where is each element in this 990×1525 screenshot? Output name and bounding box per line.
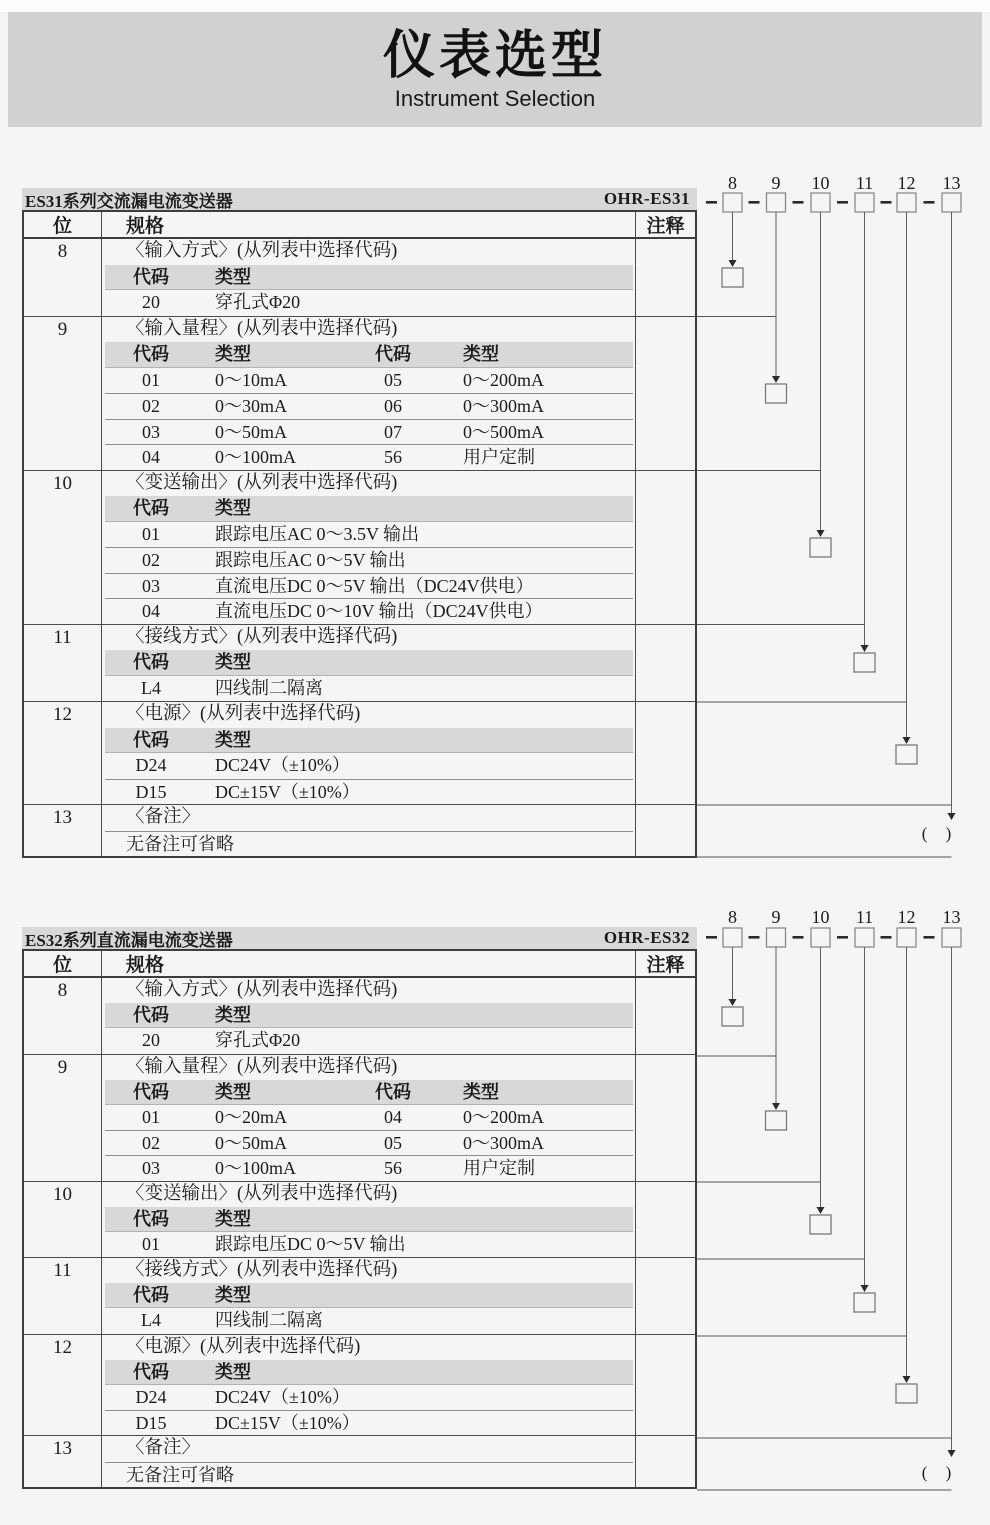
code-dash (706, 201, 717, 204)
entry-code: 03 (142, 1158, 160, 1179)
note-cell (635, 1335, 695, 1436)
code-entry (105, 1155, 633, 1180)
position-cell: 13 (24, 805, 102, 856)
code-dash (706, 936, 717, 939)
page-subtitle: Instrument Selection (394, 86, 596, 112)
code-digit-box (811, 193, 830, 212)
entry-type: 直流电压DC 0～5V 输出（DC24V供电） (215, 575, 534, 596)
spec-cell (102, 239, 635, 316)
code-label: 代码 (133, 652, 169, 672)
code-entry (105, 393, 633, 419)
position-cell: 11 (24, 1258, 102, 1334)
table-body (22, 210, 697, 858)
entry-type: 0～50mA (215, 421, 287, 442)
position-cell: 12 (24, 702, 102, 804)
code-label: 代码 (133, 1081, 169, 1102)
code-digit-box (723, 193, 742, 212)
column-header-pos: 位 (24, 951, 102, 976)
code-type-header (105, 265, 633, 291)
table-header-row (24, 212, 695, 239)
code-entry (105, 1105, 633, 1130)
note-cell (635, 625, 695, 702)
model-code: OHR-ES32 (603, 928, 690, 947)
position-number-label: 13 (942, 173, 961, 193)
type-label: 类型 (215, 1005, 251, 1026)
type-label: 类型 (215, 498, 251, 518)
spec-title: 〈电源〉(从列表中选择代码) (126, 704, 361, 724)
selection-target-box (766, 384, 787, 403)
column-header-spec: 规格 (126, 955, 165, 976)
arrowhead (817, 530, 825, 537)
arrowhead (903, 737, 911, 744)
entry-type: 0～10mA (215, 369, 287, 390)
entry-type: 0～100mA (215, 1158, 296, 1179)
spec-title: 〈接线方式〉(从列表中选择代码) (126, 1260, 398, 1281)
selection-target-box (854, 1293, 875, 1312)
code-type-header (105, 1283, 633, 1308)
series-title: ES31系列交流漏电流变送器 (25, 191, 233, 211)
code-digit-box (767, 928, 786, 947)
position-cell: 9 (24, 1055, 102, 1181)
entry-type: 0～100mA (215, 447, 296, 467)
type-label: 类型 (215, 1208, 251, 1229)
code-type-header (105, 342, 633, 368)
code-entry (105, 1410, 633, 1435)
note-cell (635, 1436, 695, 1486)
table-row (24, 1257, 695, 1334)
entry-code: D24 (135, 1387, 167, 1407)
entry-type: 用户定制 (463, 1158, 535, 1179)
remark-parentheses: ( ) (921, 1463, 959, 1482)
position-cell: 12 (24, 1335, 102, 1436)
arrowhead (861, 1285, 869, 1292)
position-number-label: 11 (855, 907, 874, 927)
table-body (22, 949, 697, 1489)
entry-code: D15 (135, 781, 167, 802)
entry-type: 穿孔式Φ20 (215, 292, 301, 312)
selection-target-box (896, 745, 917, 764)
entry-code: 05 (384, 369, 402, 390)
position-number-label: 9 (771, 173, 781, 193)
type-label: 类型 (463, 344, 499, 364)
code-type-header (105, 1207, 633, 1232)
arrowhead (772, 376, 780, 383)
entry-type: 四线制二隔离 (215, 1310, 323, 1331)
entry-code: 03 (142, 421, 160, 442)
table-title-bar (22, 188, 697, 210)
entry-type: 跟踪电压AC 0～5V 输出 (215, 550, 406, 570)
position-number-label: 12 (897, 907, 916, 927)
code-digit-box (855, 928, 874, 947)
spec-title: 〈输入量程〉(从列表中选择代码) (126, 318, 398, 339)
code-label: 代码 (375, 344, 411, 364)
arrowhead (729, 260, 737, 267)
ordering-code-diagram-es32 (697, 900, 982, 1505)
spec-title: 〈电源〉(从列表中选择代码) (126, 1336, 361, 1357)
arrowhead (903, 1376, 911, 1383)
table-row (24, 1435, 695, 1486)
type-label: 类型 (215, 266, 251, 287)
entry-type: DC±15V（±10%） (215, 781, 360, 802)
spec-cell (102, 805, 635, 856)
column-header-pos: 位 (24, 212, 102, 237)
code-digit-box (811, 928, 830, 947)
position-cell: 8 (24, 978, 102, 1054)
code-entry (105, 1385, 633, 1410)
entry-code: 20 (142, 292, 160, 312)
type-label: 类型 (215, 1081, 251, 1102)
type-label: 类型 (215, 344, 251, 364)
code-entry (105, 444, 633, 470)
entry-code: 05 (384, 1133, 402, 1154)
position-number-label: 8 (728, 907, 737, 927)
note-cell (635, 978, 695, 1054)
code-type-header (105, 1080, 633, 1105)
spec-title: 〈变送输出〉(从列表中选择代码) (126, 472, 398, 493)
code-entry (105, 522, 633, 548)
code-entry (105, 779, 633, 805)
position-cell: 13 (24, 1436, 102, 1486)
code-dash (837, 201, 848, 204)
note-cell (635, 805, 695, 856)
code-entry (105, 598, 633, 624)
entry-type: 0～500mA (463, 421, 544, 442)
entry-code: 01 (142, 1106, 160, 1127)
table-row (24, 978, 695, 1054)
type-label: 类型 (215, 729, 251, 750)
entry-code: 07 (384, 421, 402, 442)
arrowhead (817, 1207, 825, 1214)
note-cell (635, 1258, 695, 1334)
type-label: 类型 (215, 652, 251, 672)
entry-type: 穿孔式Φ20 (215, 1030, 301, 1051)
code-digit-box (942, 193, 961, 212)
table-row (24, 316, 695, 470)
code-label: 代码 (133, 266, 169, 287)
selection-target-box (722, 268, 743, 287)
entry-type: DC24V（±10%） (215, 1387, 350, 1407)
entry-code: 01 (142, 369, 160, 390)
code-label: 代码 (133, 344, 169, 364)
table-header-row (24, 951, 695, 978)
position-number-label: 8 (728, 173, 737, 193)
entry-code: 02 (142, 550, 160, 570)
code-entry (105, 753, 633, 779)
code-label: 代码 (133, 1005, 169, 1026)
table-es31 (22, 188, 697, 858)
entry-code: L4 (141, 677, 161, 698)
position-cell: 10 (24, 1182, 102, 1258)
entry-code: 02 (142, 396, 160, 416)
code-type-header (105, 1003, 633, 1028)
entry-type: 用户定制 (463, 447, 535, 467)
note-cell (635, 239, 695, 316)
spec-cell (102, 978, 635, 1054)
table-title-bar (22, 927, 697, 949)
entry-code: 01 (142, 523, 160, 544)
code-label: 代码 (133, 498, 169, 518)
code-digit-box (897, 193, 916, 212)
entry-type: 直流电压DC 0～10V 输出（DC24V供电） (215, 601, 543, 621)
code-digit-box (855, 193, 874, 212)
code-dash (837, 936, 848, 939)
entry-code: D15 (135, 1413, 167, 1434)
page-header-banner (8, 12, 982, 127)
code-entry (105, 419, 633, 445)
entry-code: 04 (142, 601, 160, 621)
code-entry (105, 368, 633, 394)
entry-code: 01 (142, 1233, 160, 1254)
note-cell (635, 317, 695, 470)
spec-cell (102, 702, 635, 804)
column-header-note: 注释 (635, 951, 695, 976)
ordering-code-diagram-es31 (697, 165, 982, 862)
selection-target-box (854, 653, 875, 672)
code-entry (105, 547, 633, 573)
table-row (24, 470, 695, 624)
table-row (24, 1054, 695, 1181)
model-code: OHR-ES31 (603, 189, 690, 208)
position-cell: 10 (24, 471, 102, 624)
spec-cell (102, 317, 635, 470)
spec-title: 〈备注〉 (126, 1438, 201, 1459)
spec-title: 〈输入方式〉(从列表中选择代码) (126, 980, 398, 1000)
entry-type: 0～20mA (215, 1106, 287, 1127)
entry-type: 0～50mA (215, 1133, 287, 1154)
spec-title: 〈备注〉 (126, 807, 201, 827)
code-label: 代码 (133, 1361, 169, 1382)
entry-type: DC24V（±10%） (215, 755, 350, 775)
series-title: ES32系列直流漏电流变送器 (25, 930, 233, 950)
note-cell (635, 471, 695, 624)
code-entry (105, 1232, 633, 1257)
table-row (24, 1334, 695, 1436)
remark-note: 无备注可省略 (105, 831, 633, 857)
position-cell: 9 (24, 317, 102, 470)
entry-type: 0～200mA (463, 369, 544, 390)
code-entry (105, 1308, 633, 1333)
entry-type: 四线制二隔离 (215, 677, 323, 698)
column-header-spec: 规格 (126, 216, 165, 237)
arrowhead (948, 813, 956, 820)
type-label: 类型 (215, 1285, 251, 1306)
code-digit-box (767, 193, 786, 212)
code-dash (924, 201, 935, 204)
entry-code: 56 (384, 447, 402, 467)
code-dash (793, 201, 804, 204)
type-label: 类型 (463, 1081, 499, 1102)
spec-cell (102, 1335, 635, 1436)
arrowhead (861, 645, 869, 652)
selection-target-box (722, 1007, 743, 1026)
code-dash (749, 936, 760, 939)
selection-target-box (766, 1111, 787, 1130)
entry-code: 56 (384, 1158, 402, 1179)
entry-type: 0～200mA (463, 1106, 544, 1127)
entry-code: 04 (384, 1106, 402, 1127)
position-number-label: 10 (811, 907, 830, 927)
spec-cell (102, 1258, 635, 1334)
entry-type: 跟踪电压DC 0～5V 输出 (215, 1233, 406, 1254)
type-label: 类型 (215, 1361, 251, 1382)
spec-cell (102, 1436, 635, 1486)
entry-code: 04 (142, 447, 160, 467)
code-entry (105, 290, 633, 316)
spec-title: 〈输入方式〉(从列表中选择代码) (126, 241, 398, 261)
spec-cell (102, 1055, 635, 1181)
arrowhead (948, 1450, 956, 1457)
position-cell: 11 (24, 625, 102, 702)
code-label: 代码 (133, 729, 169, 750)
spec-cell (102, 471, 635, 624)
entry-type: 0～300mA (463, 1133, 544, 1154)
arrowhead (772, 1103, 780, 1110)
position-cell: 8 (24, 239, 102, 316)
entry-type: DC±15V（±10%） (215, 1413, 360, 1434)
position-number-label: 12 (897, 173, 916, 193)
code-dash (793, 936, 804, 939)
position-number-label: 10 (811, 173, 830, 193)
remark-parentheses: ( ) (921, 824, 959, 843)
entry-type: 0～30mA (215, 396, 287, 416)
position-number-label: 13 (942, 907, 961, 927)
position-number-label: 11 (855, 173, 874, 193)
code-entry (105, 1130, 633, 1155)
table-row (24, 701, 695, 804)
remark-note: 无备注可省略 (105, 1462, 633, 1487)
table-es32 (22, 927, 697, 1489)
entry-code: 06 (384, 396, 402, 416)
top-white-strip (0, 0, 990, 12)
spec-title: 〈输入量程〉(从列表中选择代码) (126, 1056, 398, 1077)
table-row (24, 1181, 695, 1258)
column-header-note: 注释 (635, 212, 695, 237)
code-digit-box (897, 928, 916, 947)
spec-title: 〈变送输出〉(从列表中选择代码) (126, 1183, 398, 1204)
table-row (24, 239, 695, 316)
code-type-header (105, 1360, 633, 1385)
code-dash (881, 201, 892, 204)
code-digit-box (723, 928, 742, 947)
spec-cell (102, 625, 635, 702)
spec-cell (102, 1182, 635, 1258)
page-title: 仪表选型 (382, 27, 607, 85)
code-type-header (105, 496, 633, 522)
entry-type: 0～300mA (463, 396, 544, 416)
spec-title: 〈接线方式〉(从列表中选择代码) (126, 626, 398, 647)
entry-type: 跟踪电压AC 0～3.5V 输出 (215, 523, 420, 544)
table-row (24, 804, 695, 856)
code-entry (105, 676, 633, 702)
code-entry (105, 573, 633, 599)
code-dash (924, 936, 935, 939)
entry-code: D24 (135, 755, 167, 775)
code-dash (749, 201, 760, 204)
code-digit-box (942, 928, 961, 947)
note-cell (635, 702, 695, 804)
entry-code: 02 (142, 1133, 160, 1154)
code-type-header (105, 728, 633, 754)
code-label: 代码 (133, 1285, 169, 1306)
code-type-header (105, 650, 633, 676)
note-cell (635, 1182, 695, 1258)
entry-code: L4 (141, 1310, 161, 1331)
entry-code: 20 (142, 1030, 160, 1051)
selection-target-box (810, 538, 831, 557)
note-cell (635, 1055, 695, 1181)
code-dash (881, 936, 892, 939)
selection-target-box (896, 1384, 917, 1403)
table-row (24, 624, 695, 702)
selection-target-box (810, 1215, 831, 1234)
arrowhead (729, 999, 737, 1006)
code-label: 代码 (133, 1208, 169, 1229)
code-entry (105, 1028, 633, 1053)
code-label: 代码 (375, 1081, 411, 1102)
position-number-label: 9 (771, 907, 781, 927)
entry-code: 03 (142, 575, 160, 596)
